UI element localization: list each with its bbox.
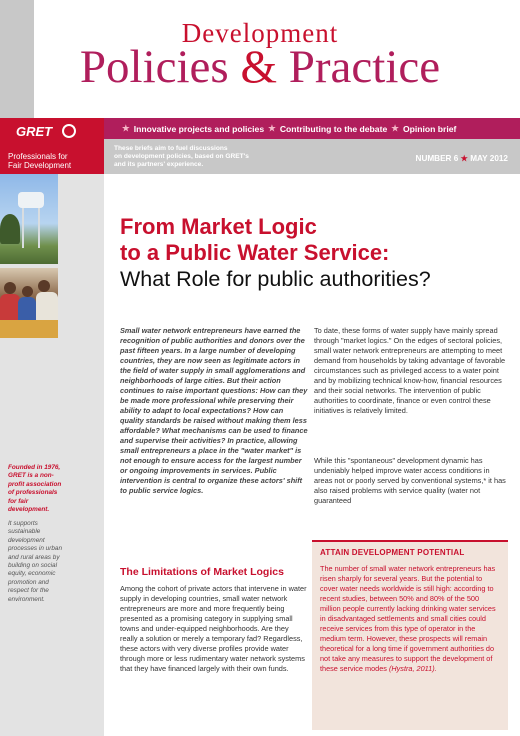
brief-description-line3: and its partners' experience.	[114, 161, 204, 168]
issue-number	[416, 153, 508, 163]
category-opinion: Opinion brief	[402, 123, 457, 134]
title-subtitle: What Role for public authorities?	[120, 267, 431, 291]
gret-tagline-line2: Fair Development	[8, 161, 72, 170]
water-tower-tank	[18, 192, 44, 208]
masthead-practice: Practice	[277, 41, 441, 93]
issue-num: NUMBER 6	[415, 154, 459, 163]
gret-logo-box	[0, 118, 104, 174]
title-line1: From Market Logic	[120, 214, 317, 239]
section-heading: The Limitations of Market Logics	[120, 566, 284, 578]
gret-logo: GRET	[16, 124, 53, 139]
star-icon: ★	[460, 154, 468, 163]
gret-founded-note: Founded in 1976, GRET is a non-profit association of professionals for fair development.	[8, 464, 62, 514]
title-line2: to a Public Water Service:	[120, 240, 390, 265]
masthead-policies: Policies	[79, 41, 241, 93]
table-shape	[0, 320, 58, 338]
masthead-line1: Development	[181, 18, 339, 48]
brief-description-line2: on development policies, based on GRET's	[114, 153, 249, 160]
masthead	[0, 0, 520, 118]
section-body: Among the cohort of private actors that intervene in water supply in developing countries, small water network entrepreneurs are more and more frequently being presented as a promising category in supplying small towns and under-equipped neighborhoods. Are they really a solution or merely a temporary fad? Regardless, these actors with very diverse profiles provide water through more or less rudimentary water network systems that they have financed largely with their own funds.	[120, 584, 307, 673]
category-bar	[104, 118, 520, 139]
box-citation: (Hystra, 2011).	[388, 664, 437, 673]
star-icon: ★	[391, 123, 399, 133]
person-shirt	[18, 297, 36, 321]
brief-description-line1: These briefs aim to fuel discussions	[114, 145, 228, 152]
masthead-line2	[0, 41, 520, 93]
water-tower-leg	[22, 208, 24, 248]
box-text	[320, 564, 500, 674]
gret-tagline	[8, 152, 71, 170]
water-tower-leg	[38, 208, 40, 248]
person-shirt	[0, 294, 20, 320]
right-paragraph-2: While this "spontaneous" development dynamic has undeniably helped improve water access conditions in areas not or poorly served by conventional systems,* it has also raised problems with service quality (water not guaranteed	[314, 456, 506, 505]
box-title: ATTAIN DEVELOPMENT POTENTIAL	[320, 548, 465, 557]
masthead-ampersand: &	[240, 41, 278, 93]
info-bar	[104, 139, 520, 174]
brief-description	[114, 145, 314, 169]
star-icon: ★	[268, 123, 276, 133]
intro-paragraph: Small water network entrepreneurs have earned the recognition of public authorities and donors over the past fifteen years. In a large number of developing countries, they are now seen as legitimate actors in the field of water supply in small agglomerations and neighborhoods of large cities. But their action continues to raise important questions: How can they be made more professional while preserving their ability to adapt to local expectations? How can quality standards be raised without making them less affordable? What mechanisms can be used to finance and supervise their activities? In practice, allowing small entrepreneurs a place in the "water market" is not enough to ensure access for the largest number or ongoing improvements in services. Public intervention is central to organize these actors' shift to public service logics.	[120, 326, 308, 495]
issue-date: MAY 2012	[470, 154, 508, 163]
palm-tree-shape	[0, 214, 20, 244]
right-paragraph-1: To date, these forms of water supply have mainly spread through "market logics." On the edges of sectoral policies, small water network entrepreneurs are attempting to meet demand from households by taking advantage of favorable circumstances such as privileged access to a water point and by mobilizing technical know-how, financial resources and their social networks. The intervention of public authorities to coordinate, finance or even control these initiatives is relatively limited.	[314, 326, 506, 415]
category-debate: Contributing to the debate	[279, 123, 388, 134]
box-body: The number of small water network entrepreneurs has risen sharply for several years. But the potential to cover water needs worldwide is still high: according to recent studies, between 50% and 80% of the 500 million people currently lacking drinking water services in disadvantaged settlements and small cities could receive services from this type of operator in the medium term. However, these prospects will remain theoretical for a long time if government authorities do not take any measures to support the development of these service modes	[320, 564, 496, 673]
person-shirt	[36, 292, 58, 320]
meeting-photo	[0, 268, 58, 338]
person-head	[38, 280, 50, 292]
logo-circle-icon	[62, 124, 76, 138]
person-head	[4, 282, 16, 294]
star-icon: ★	[122, 123, 130, 133]
category-innovative: Innovative projects and policies	[133, 123, 265, 134]
gret-tagline-line1: Professionals for	[8, 152, 68, 161]
person-head	[22, 286, 33, 297]
gret-mission-note: It supports sustainable development processes in urban and rural areas by building on social equity, economic promotion and respect for the environment.	[8, 520, 62, 603]
development-potential-box	[312, 540, 508, 730]
water-tower-photo	[0, 174, 58, 264]
